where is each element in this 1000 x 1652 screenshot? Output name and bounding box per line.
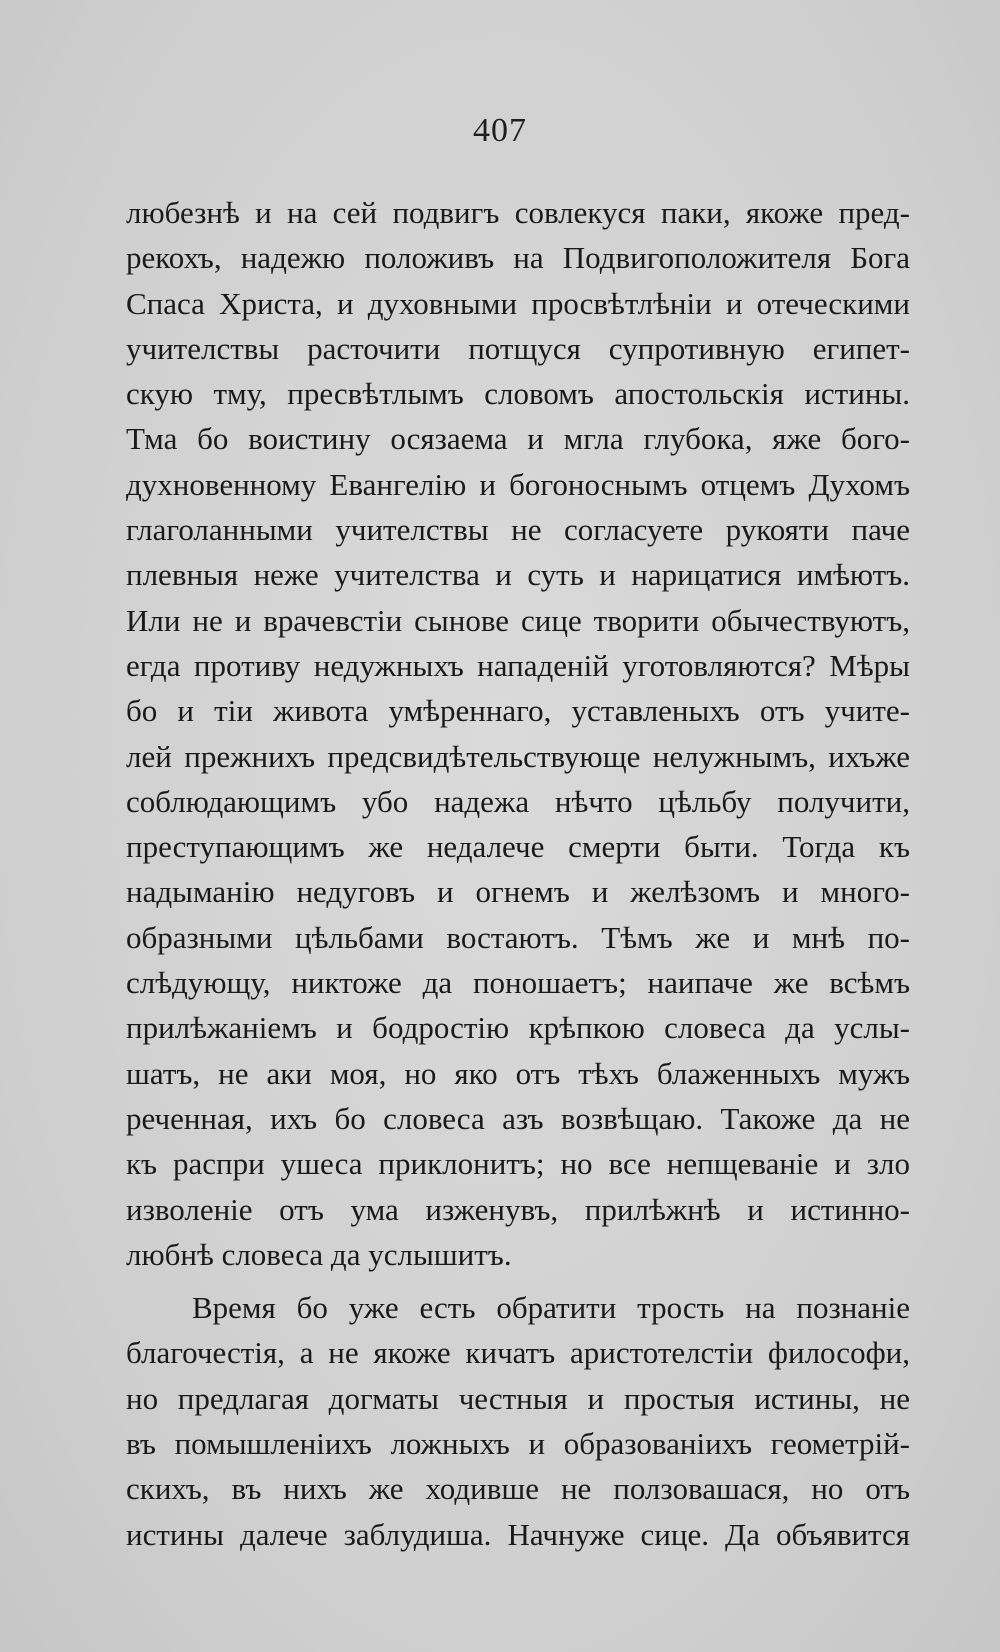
text-line: шатъ, не аки моя, но яко отъ тѣхъ блаженныхъ мужъ [126, 1055, 910, 1091]
text-line: бо и тіи живота умѣреннаго, уставленыхъ отъ учите- [126, 693, 910, 729]
text-line: слѣдующу, никтоже да поношаетъ; наипаче же всѣмъ [126, 965, 910, 1001]
text-line: истины далече заблудиша. Начнуже сице. Да объявится [126, 1516, 910, 1552]
text-line: скихъ, въ нихъ же ходивше не ползовашася, но отъ [126, 1471, 910, 1507]
text-line: благочестія, а не якоже кичатъ аристотелстіи философи, [126, 1335, 910, 1371]
text-line: къ распри ушеса приклонитъ; но все непщеваніе и зло [126, 1146, 910, 1182]
text-line: Или не и врачевстіи сынове сице творити обычествуютъ, [126, 602, 910, 638]
text-line: Спаса Христа, и духовными просвѣтлѣніи и отеческими [126, 285, 910, 321]
text-line: надыманію недуговъ и огнемъ и желѣзомъ и много- [126, 874, 910, 910]
text-line: изволеніе отъ ума изженувъ, прилѣжнѣ и истинно- [126, 1191, 910, 1227]
text-line: образными цѣльбами востаютъ. Тѣмъ же и мнѣ по- [126, 919, 910, 955]
text-line: Тма бо воистину осязаема и мгла глубока, яже бого- [126, 421, 910, 457]
text-line: въ помышленіихъ ложныхъ и образованіихъ геометрій- [126, 1426, 910, 1462]
text-line: лей прежнихъ предсвидѣтельствующе нелужнымъ, ихъже [126, 738, 910, 774]
text-line: учителствы расточити потщуся супротивную египет- [126, 330, 910, 366]
page-number: 407 [473, 112, 527, 149]
text-line: но предлагая догматы честныя и простыя истины, не [126, 1380, 910, 1416]
text-line: прилѣжаніемъ и бодростію крѣпкою словеса да услы- [126, 1010, 910, 1046]
text-line: соблюдающимъ убо надежа нѣчто цѣльбу получити, [126, 783, 910, 819]
text-line: егда противу недужныхъ нападеній уготовляются? Мѣры [126, 647, 910, 683]
text-line: рекохъ, надежю положивъ на Подвигоположителя Бога [126, 240, 910, 276]
text-line: духновенному Евангелію и богоноснымъ отцемъ Духомъ [126, 466, 910, 502]
paragraph-start-line: Время бо уже есть обратити трость на познаніе [192, 1290, 910, 1326]
text-line: глаголанными учителствы не согласуете рукояти паче [126, 512, 910, 548]
body-text [126, 190, 910, 1557]
text-line: любезнѣ и на сей подвигъ совлекуся паки, якоже пред- [126, 195, 910, 230]
text-line: преступающимъ же недалече смерти быти. Тогда къ [126, 829, 910, 865]
text-line: реченная, ихъ бо словеса азъ возвѣщаю. Такоже да не [126, 1100, 910, 1136]
paragraph-end-line: любнѣ словеса да услышитъ. [126, 1236, 512, 1272]
text-line: скую тму, пресвѣтлымъ словомъ апостольскія истины. [126, 376, 910, 412]
text-line: плевныя неже учителства и суть и нарицатися имѣютъ. [126, 557, 910, 593]
